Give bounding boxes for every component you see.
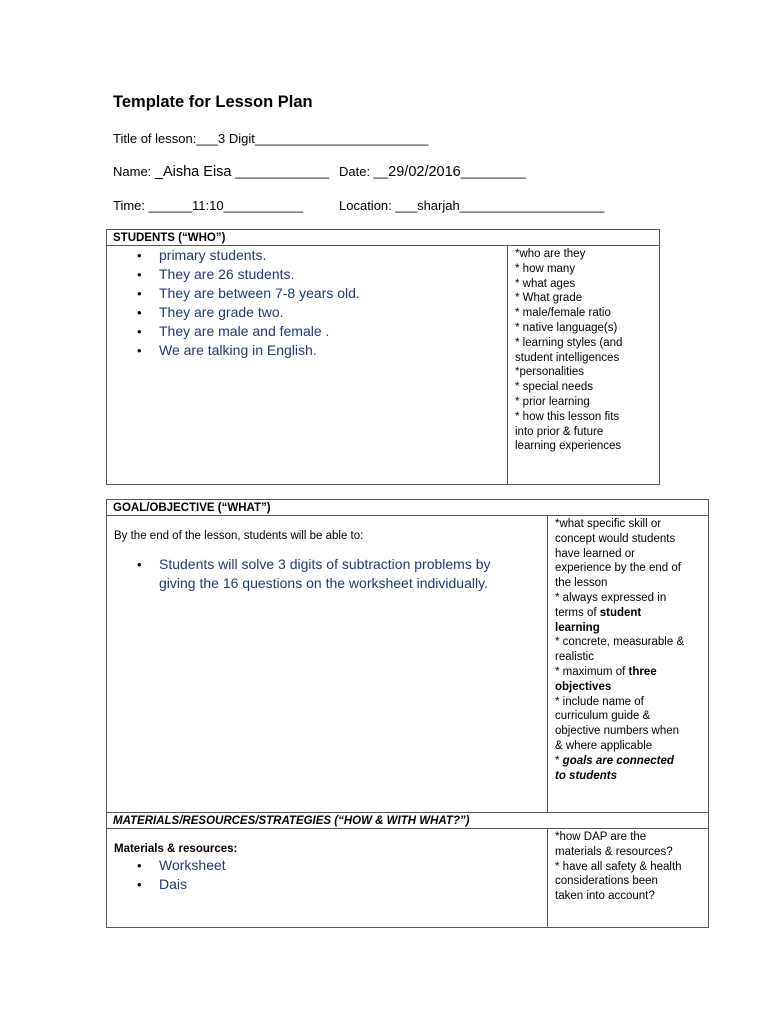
goal-note xyxy=(555,680,701,695)
goal-note: *what specific skill or xyxy=(555,518,662,530)
material-item: • Dais xyxy=(159,875,547,894)
goal-note: objective numbers when xyxy=(555,725,680,738)
goal-note-bold: student xyxy=(599,606,642,619)
goal-note xyxy=(555,606,701,621)
student-item: • They are male and female . xyxy=(159,322,507,341)
name-blank: _____________ xyxy=(231,164,330,179)
materials-subheader: Materials & resources: xyxy=(114,843,238,855)
goal-note-text: * maximum of xyxy=(555,665,629,678)
name-value: _Aisha Eisa xyxy=(154,164,232,180)
students-note: * how many xyxy=(515,262,576,275)
goal-note-bold-italic: goals are connected xyxy=(562,754,674,767)
location-label: Location: xyxy=(339,198,396,213)
goal-note: experience by the end of xyxy=(555,562,681,575)
materials-header: MATERIALS/RESOURCES/STRATEGIES (“HOW & WITH WHAT?”) xyxy=(107,813,709,829)
goal-note-bold: three xyxy=(628,665,657,678)
students-note: * native language(s) xyxy=(515,321,618,334)
goal-note: concept would students xyxy=(555,532,676,545)
students-header: STUDENTS (“WHO”) xyxy=(107,230,660,246)
time-label: Time: xyxy=(113,198,149,213)
goal-note: the lesson xyxy=(555,577,608,590)
material-item: • Worksheet xyxy=(159,856,547,875)
students-note: student intelligences xyxy=(515,351,620,364)
goal-note: curriculum guide & xyxy=(555,710,651,723)
location-value: ___sharjah____________________ xyxy=(395,198,605,213)
goal-notes xyxy=(548,516,708,783)
goal-list xyxy=(107,555,547,593)
students-note: *personalities xyxy=(515,366,585,379)
location-field xyxy=(339,198,604,213)
students-note: * male/female ratio xyxy=(515,307,611,320)
students-note: learning experiences xyxy=(515,440,622,453)
goal-note: & where applicable xyxy=(555,739,653,752)
goal-note-text: terms of xyxy=(555,606,600,619)
student-item: • They are between 7-8 years old. xyxy=(159,284,507,303)
materials-list xyxy=(107,856,547,894)
goal-note: have learned or xyxy=(555,547,635,560)
lesson-title-value: ___3 Digit________________________ xyxy=(196,131,429,146)
goal-note: * always expressed in xyxy=(555,591,667,604)
goal-note-bold-italic: to students xyxy=(555,769,617,782)
materials-notes xyxy=(548,829,708,904)
goal-note xyxy=(555,754,701,769)
students-table xyxy=(106,229,660,485)
students-note: * what ages xyxy=(515,277,576,290)
goal-note xyxy=(555,769,701,784)
student-item: • primary students. xyxy=(159,246,507,265)
materials-note: * have all safety & health xyxy=(555,860,682,873)
date-blank: _________ xyxy=(460,164,526,179)
goal-note: * include name of xyxy=(555,695,644,708)
goal-note-bold: objectives xyxy=(555,680,612,693)
goal-note xyxy=(555,665,701,680)
students-list xyxy=(107,246,507,360)
student-item: • They are 26 students. xyxy=(159,265,507,284)
lesson-title-label: Title of lesson: xyxy=(113,131,197,146)
students-note: * how this lesson fits xyxy=(515,410,620,423)
students-note: * special needs xyxy=(515,381,593,394)
materials-note: taken into account? xyxy=(555,890,655,903)
name-field xyxy=(113,164,329,180)
students-note: * What grade xyxy=(515,292,583,305)
materials-note: *how DAP are the xyxy=(555,831,647,843)
goal-lead: By the end of the lesson, students will be able to: xyxy=(114,530,364,542)
materials-note: considerations been xyxy=(555,875,658,888)
goal-table xyxy=(106,499,709,928)
goal-item: • Students will solve 3 digits of subtraction problems by giving the 16 questions on the worksheet individually. xyxy=(159,555,507,593)
students-note: * learning styles (and xyxy=(515,336,623,349)
name-label: Name: xyxy=(113,164,155,179)
students-note: * prior learning xyxy=(515,395,590,408)
goal-note-bold: learning xyxy=(555,621,600,634)
lesson-title-field xyxy=(113,131,428,146)
date-field xyxy=(339,164,526,180)
student-item: • We are talking in English. xyxy=(159,341,507,360)
students-note: into prior & future xyxy=(515,425,604,438)
goal-note: * concrete, measurable & xyxy=(555,636,685,649)
goal-note-text: * xyxy=(555,754,563,767)
time-value: ______11:10___________ xyxy=(148,198,304,213)
time-field xyxy=(113,198,303,213)
goal-note xyxy=(555,621,701,636)
date-label: Date: __ xyxy=(339,164,389,179)
student-item: • They are grade two. xyxy=(159,303,507,322)
students-note: *who are they xyxy=(515,248,586,260)
materials-note: materials & resources? xyxy=(555,845,673,858)
date-value: 29/02/2016 xyxy=(388,164,461,180)
page-title: Template for Lesson Plan xyxy=(113,93,313,111)
goal-header: GOAL/OBJECTIVE (“WHAT”) xyxy=(107,500,709,516)
students-notes xyxy=(508,246,659,454)
goal-note: realistic xyxy=(555,651,594,664)
